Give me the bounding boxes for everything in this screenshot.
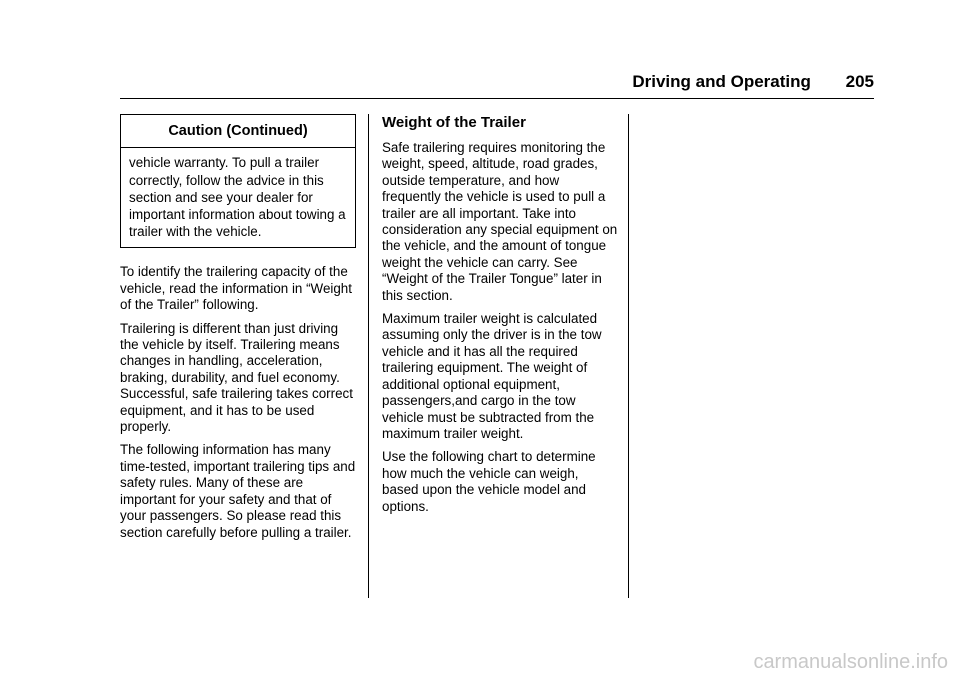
- paragraph: Trailering is different than just driving the vehicle by itself. Trailering means changes in handling, acceleration, braking, durability, and fuel economy. Successful, safe trailering takes correct equipment, and it has to be used properly.: [120, 320, 353, 435]
- watermark: carmanualsonline.info: [753, 651, 948, 673]
- paragraph: Maximum trailer weight is calculated assuming only the driver is in the tow vehicle and it has all the required trailering equipment. The weight of additional optional equipment, passengers,and cargo in the tow vehicle must be subtracted from the maximum trailer weight.: [382, 311, 602, 441]
- running-header: [632, 72, 874, 92]
- column-divider-right: [628, 114, 629, 598]
- section-heading: Weight of the Trailer: [382, 114, 526, 131]
- paragraph: Use the following chart to determine how much the vehicle can weigh, based upon the vehicle model and options.: [382, 449, 596, 514]
- paragraph: Safe trailering requires monitoring the weight, speed, altitude, road grades, outside temperature, and how frequently the vehicle is used to pull a trailer are all important. Take into consideration any special equipment on the vehicle, and the amount of tongue weight the vehicle can carry. See “Weight of the Trailer Tongue” later in this section.: [382, 140, 618, 303]
- caution-body: vehicle warranty. To pull a trailer correctly, follow the advice in this section and see your dealer for important information about towing a trailer with the vehicle.: [129, 155, 346, 240]
- middle-column: [382, 114, 618, 522]
- paragraph: The following information has many time-tested, important trailering tips and safety rules. Many of these are important for your safety and that of your passengers. So please read this section carefully before pulling a trailer.: [120, 442, 356, 540]
- left-column: [120, 114, 356, 548]
- header-rule: [120, 98, 874, 99]
- page-number: 205: [845, 72, 874, 91]
- section-name: Driving and Operating: [632, 72, 811, 91]
- column-divider-left: [368, 114, 369, 598]
- caution-box: [120, 114, 356, 248]
- paragraph: To identify the trailering capacity of the vehicle, read the information in “Weight of the Trailer” following.: [120, 264, 352, 313]
- caution-title: Caution (Continued): [121, 115, 355, 148]
